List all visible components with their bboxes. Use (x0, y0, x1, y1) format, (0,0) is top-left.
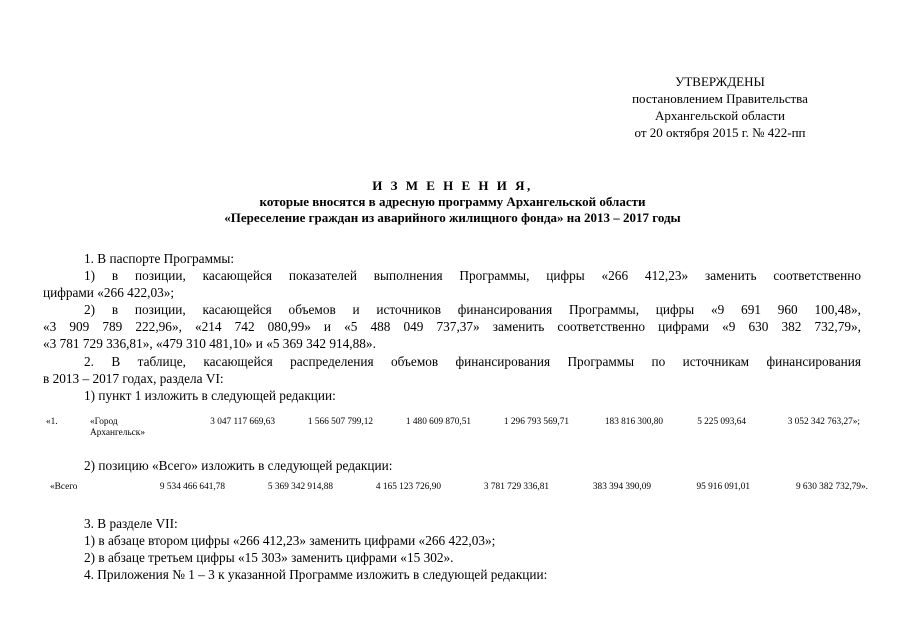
section-2-item-2: 2) позицию «Всего» изложить в следующей редакции: (84, 458, 393, 473)
section-1-item-2-line-2: «3 909 789 222,96», «214 742 080,99» и «5 488 049 737,37» заменить соответственно цифрами «9 630 382 732,79», (43, 319, 861, 334)
section-1-item-2-line-3: «3 781 729 336,81», «479 310 481,10» и «5 369 342 914,88». (43, 336, 376, 351)
approval-line-2: постановлением Правительства (632, 91, 808, 106)
approval-line-4: от 20 октября 2015 г. № 422-пп (634, 125, 806, 140)
table-row-2-cell: 9 534 466 641,78 (159, 482, 225, 492)
table-row-1-cell: 3 052 342 763,27»; (787, 417, 860, 427)
table-row-1-cell: 5 225 093,64 (697, 417, 746, 427)
table-row-2-cell: 9 630 382 732,79». (795, 482, 868, 492)
table-row-2-cell: 383 394 390,09 (592, 482, 651, 492)
table-row-1-cell: 3 047 117 669,63 (210, 417, 275, 427)
table-row-2-cell: 3 781 729 336,81 (483, 482, 549, 492)
table-row-1-cell: 1 296 793 569,71 (503, 417, 569, 427)
section-3-item-1: 1) в абзаце втором цифры «266 412,23» заменить цифрами «266 422,03»; (84, 533, 496, 548)
table-row-1-cell: 1 480 609 870,51 (405, 417, 471, 427)
table-row-2-cell: 4 165 123 726,90 (375, 482, 441, 492)
table-row-1-number: «1. (46, 417, 58, 427)
table-row-1-cell: 183 816 300,80 (604, 417, 663, 427)
section-3-item-2: 2) в абзаце третьем цифры «15 303» заменить цифрами «15 302». (84, 550, 454, 565)
table-row-2-name: «Всего (50, 482, 78, 492)
section-2-item-1: 1) пункт 1 изложить в следующей редакции: (84, 388, 336, 403)
table-row-1-cell: 1 566 507 799,12 (307, 417, 373, 427)
section-2-heading-line-1: 2. В таблице, касающейся распределения объемов финансирования Программы по источникам финансирования (84, 354, 861, 369)
section-1-item-1-line-2: цифрами «266 422,03»; (43, 285, 175, 300)
table-row-2-cell: 5 369 342 914,88 (267, 482, 333, 492)
section-1-item-2-line-1: 2) в позиции, касающейся объемов и источников финансирования Программы, цифры «9 691 960 100,48», (84, 302, 861, 317)
section-1-heading: 1. В паспорте Программы: (84, 251, 235, 266)
table-row-1-name-line-1: «Город (90, 417, 118, 427)
approval-line-1: УТВЕРЖДЕНЫ (675, 74, 765, 89)
document-title: И З М Е Н Е Н И Я, (372, 178, 533, 193)
document-subtitle-line-2: «Переселение граждан из аварийного жилищного фонда» на 2013 – 2017 годы (224, 210, 681, 225)
table-row-1-name-line-2: Архангельск» (90, 428, 145, 438)
table-row-2-cell: 95 916 091,01 (696, 482, 750, 492)
approval-line-3: Архангельской области (655, 108, 785, 123)
section-2-heading-line-2: в 2013 – 2017 годах, раздела VI: (43, 371, 224, 386)
document-subtitle-line-1: которые вносятся в адресную программу Архангельской области (259, 194, 646, 209)
section-4-heading: 4. Приложения № 1 – 3 к указанной Программе изложить в следующей редакции: (84, 567, 548, 582)
section-3-heading: 3. В разделе VII: (84, 516, 178, 531)
section-1-item-1-line-1: 1) в позиции, касающейся показателей выполнения Программы, цифры «266 412,23» заменить соответственно (84, 268, 861, 283)
